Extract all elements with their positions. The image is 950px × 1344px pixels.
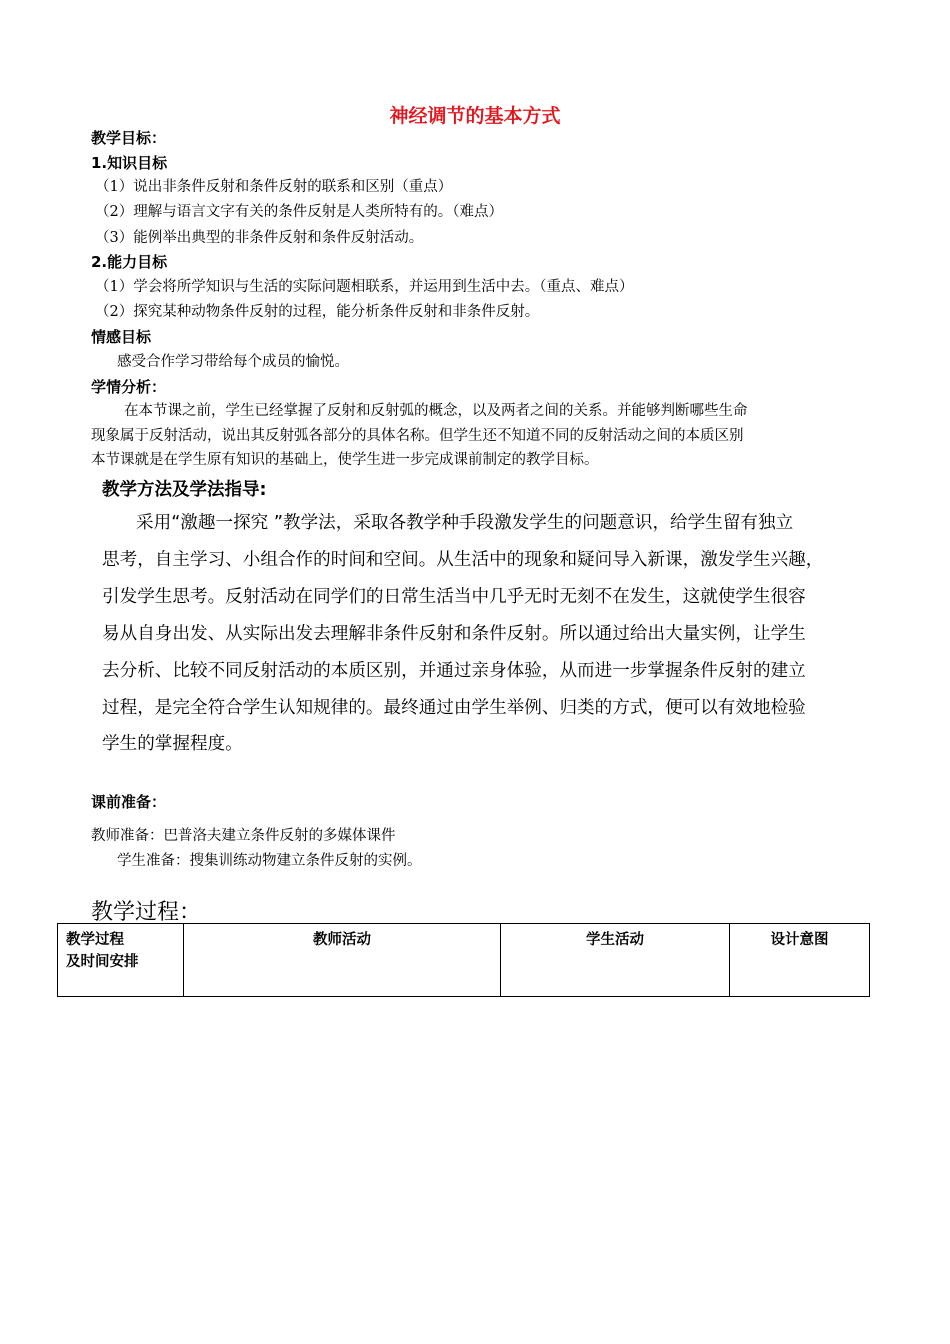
table-header-cell — [58, 924, 184, 997]
methods-heading: 教学方法及学法指导: — [102, 480, 267, 500]
methods-line: 易从自身出发、从实际出发去理解非条件反射和条件反射。所以通过给出大量实例，让学生 — [102, 623, 806, 644]
column-teacher-label: 教师活动 — [313, 932, 371, 948]
table-header-cell — [501, 924, 730, 997]
analysis-line: 在本节课之前，学生已经掌握了反射和反射弧的概念，以及两者之间的关系。并能够判断哪些生命 — [124, 403, 748, 419]
knowledge-item: （3）能例举出典型的非条件反射和条件反射活动。 — [95, 230, 424, 246]
emotion-text: 感受合作学习带给每个成员的愉悦。 — [117, 354, 349, 370]
methods-paragraph — [102, 505, 862, 763]
analysis-line: 现象属于反射活动，说出其反射弧各部分的具体名称。但学生还不知道不同的反射活动之间的本质区别 — [91, 427, 744, 444]
knowledge-item: （1）说出非条件反射和条件反射的联系和区别（重点） — [95, 179, 453, 195]
methods-line: 采用“激趣一探究 ”教学法，采取各教学种手段激发学生的问题意识，给学生留有独立 — [136, 513, 794, 533]
methods-line: 学生的掌握程度。 — [102, 734, 243, 755]
table-header-cell — [184, 924, 501, 997]
column-process-label: 教学过程 — [66, 932, 124, 948]
methods-line: 过程，是完全符合学生认知规律的。最终通过由学生举例、归类的方式，便可以有效地检验 — [102, 697, 806, 718]
preparation-heading: 课前准备： — [91, 793, 167, 811]
knowledge-heading: 1.知识目标 — [91, 154, 168, 172]
ability-heading: 2.能力目标 — [91, 253, 168, 271]
analysis-heading: 学情分析： — [91, 378, 167, 396]
column-intent-label: 设计意图 — [770, 932, 829, 948]
document-title: 神经调节的基本方式 — [389, 105, 561, 127]
analysis-paragraph — [91, 399, 871, 473]
student-preparation: 学生准备：搜集训练动物建立条件反射的实例。 — [117, 853, 422, 869]
methods-line: 引发学生思考。反射活动在同学们的日常生活当中几乎无时无刻不在发生，这就使学生很容 — [102, 586, 806, 607]
teacher-preparation: 教师准备：巴普洛夫建立条件反射的多媒体课件 — [91, 828, 396, 844]
emotion-heading: 情感目标 — [91, 328, 152, 346]
ability-item: （2）探究某种动物条件反射的过程，能分析条件反射和非条件反射。 — [95, 304, 540, 320]
table-row — [58, 924, 870, 997]
knowledge-item: （2）理解与语言文字有关的条件反射是人类所特有的。（难点） — [95, 204, 503, 220]
analysis-line: 本节课就是在学生原有知识的基础上，使学生进一步完成课前制定的教学目标。 — [91, 452, 599, 469]
methods-line: 思考，自主学习、小组合作的时间和空间。从生活中的现象和疑问导入新课，激发学生兴趣， — [102, 549, 824, 570]
process-heading: 教学过程： — [91, 900, 202, 925]
methods-line: 去分析、比较不同反射活动的本质区别，并通过亲身体验，从而进一步掌握条件反射的建立 — [102, 660, 806, 681]
process-table — [57, 923, 870, 997]
ability-item: （1）学会将所学知识与生活的实际问题相联系，并运用到生活中去。（重点、难点） — [95, 279, 634, 295]
column-time-label: 及时间安排 — [66, 954, 139, 970]
column-student-label: 学生活动 — [586, 932, 644, 948]
objectives-heading: 教学目标： — [91, 129, 167, 147]
table-header-cell — [730, 924, 870, 997]
